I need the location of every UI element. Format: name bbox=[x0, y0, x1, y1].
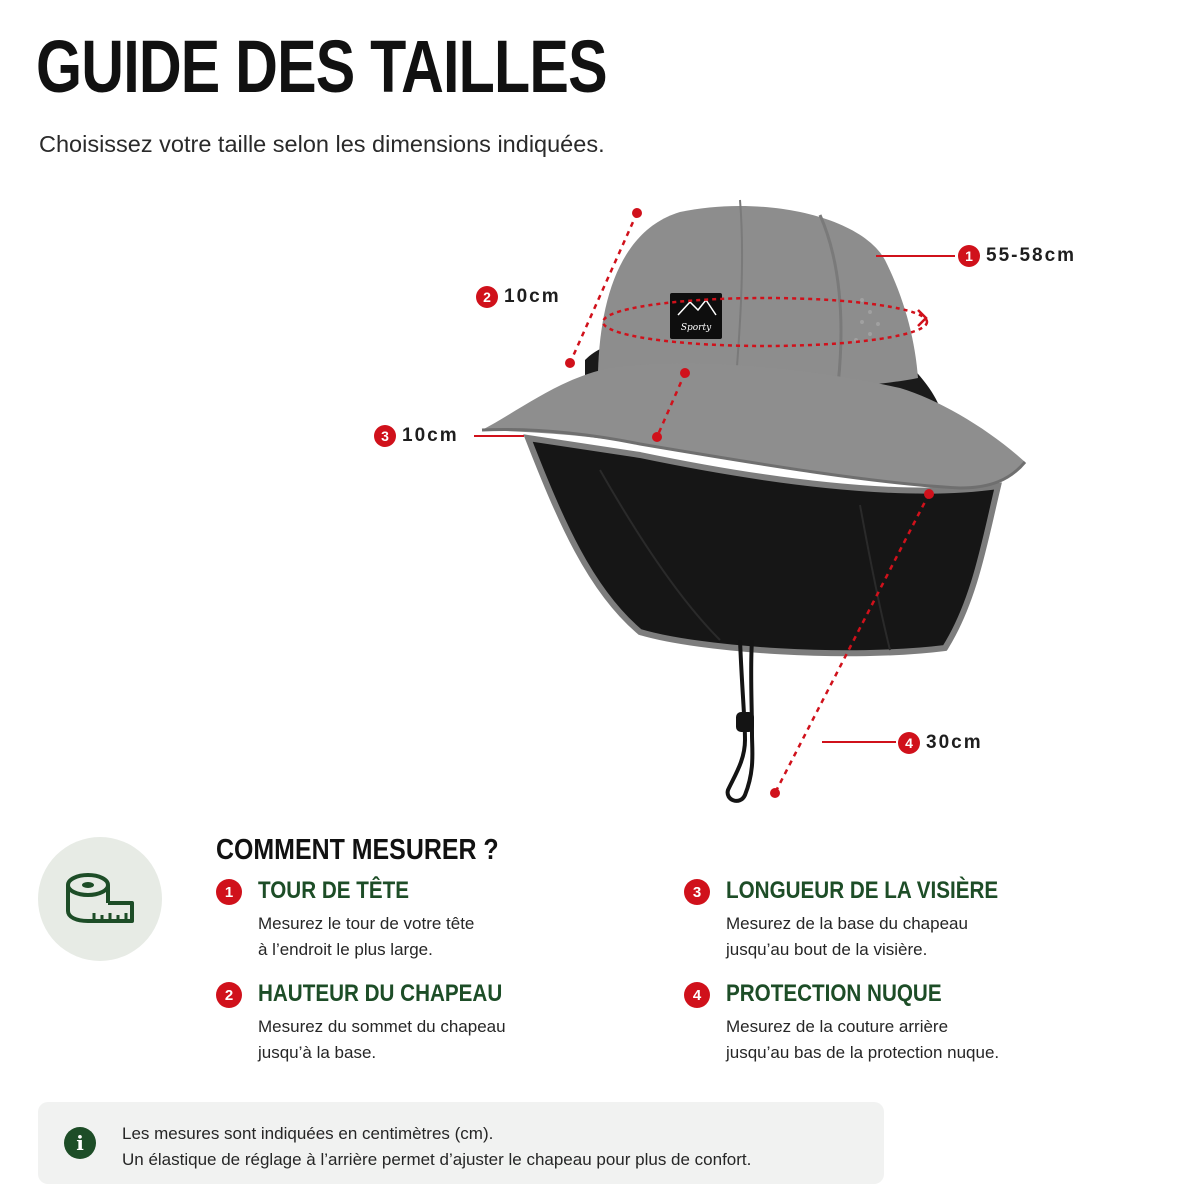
step-number-badge: 1 bbox=[216, 879, 242, 905]
step-description-line: Mesurez de la base du chapeau bbox=[726, 914, 968, 933]
dim-number-badge: 3 bbox=[374, 425, 396, 447]
measuring-tape-icon bbox=[64, 871, 136, 927]
dim-label-3 bbox=[374, 425, 459, 447]
step-description bbox=[726, 911, 1106, 963]
info-note bbox=[38, 1102, 884, 1184]
dim-number-badge: 4 bbox=[898, 732, 920, 754]
step-title: PROTECTION NUQUE bbox=[726, 980, 942, 1007]
page-subtitle: Choisissez votre taille selon les dimensions indiquées. bbox=[39, 131, 605, 157]
step-description-line: jusqu’au bout de la visière. bbox=[726, 940, 928, 959]
dim-label-1 bbox=[958, 245, 1076, 267]
page-title: GUIDE DES TAILLES bbox=[36, 25, 607, 108]
dim-value: 55-58cm bbox=[986, 245, 1077, 266]
step-description-line: Mesurez du sommet du chapeau bbox=[258, 1017, 506, 1036]
step-number-badge: 4 bbox=[684, 982, 710, 1008]
step-title: HAUTEUR DU CHAPEAU bbox=[258, 980, 503, 1007]
step-description bbox=[258, 911, 638, 963]
info-note-line: Les mesures sont indiquées en centimètres (cm). bbox=[122, 1124, 494, 1143]
step-description-line: Mesurez le tour de votre tête bbox=[258, 914, 475, 933]
step-description-line: jusqu’à la base. bbox=[258, 1043, 377, 1062]
hat-crown bbox=[598, 206, 918, 388]
dim-label-4 bbox=[898, 732, 983, 754]
info-note-line: Un élastique de réglage à l’arrière permet d’ajuster le chapeau pour plus de confort. bbox=[122, 1150, 752, 1169]
measuring-tape-badge bbox=[38, 837, 162, 961]
dim-value: 10cm bbox=[402, 425, 459, 446]
step-description-line: Mesurez de la couture arrière bbox=[726, 1017, 949, 1036]
step-description-line: jusqu’au bas de la protection nuque. bbox=[726, 1043, 1000, 1062]
step-description-line: à l’endroit le plus large. bbox=[258, 940, 433, 959]
dim-number-badge: 2 bbox=[476, 286, 498, 308]
dim-value: 10cm bbox=[504, 286, 561, 307]
dim-number-badge: 1 bbox=[958, 245, 980, 267]
step-title: TOUR DE TÊTE bbox=[258, 877, 409, 904]
patch-text: Sporty bbox=[680, 323, 712, 333]
step-number-badge: 3 bbox=[684, 879, 710, 905]
info-icon: i bbox=[64, 1127, 96, 1159]
dim-label-2 bbox=[476, 286, 561, 308]
how-to-measure-title: COMMENT MESURER ? bbox=[216, 834, 499, 866]
step-description bbox=[258, 1014, 638, 1066]
info-note-text bbox=[122, 1121, 751, 1173]
step-number-badge: 2 bbox=[216, 982, 242, 1008]
dim-value: 30cm bbox=[926, 732, 983, 753]
step-description bbox=[726, 1014, 1106, 1066]
step-title: LONGUEUR DE LA VISIÈRE bbox=[726, 877, 999, 904]
